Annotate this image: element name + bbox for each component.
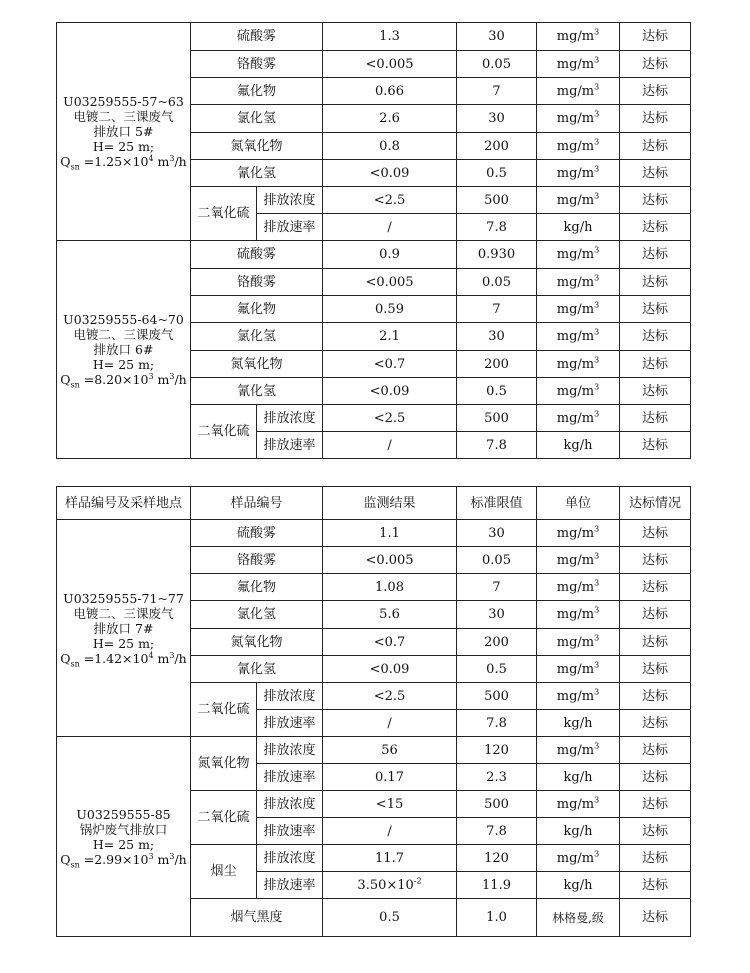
status-cell: 达标 [620, 710, 691, 737]
sub-item: 排放浓度 [257, 845, 323, 872]
result-value: 0.17 [323, 764, 457, 791]
pollutant-name: 烟气黑度 [191, 899, 323, 937]
unit-cell: $mg/m^3$ [537, 601, 620, 629]
result-value: 0.5 [323, 899, 457, 937]
source-name: 电镀二、三课废气 [73, 109, 174, 124]
sample-id: U03259555-64~70 [63, 312, 184, 327]
pollutant-name: 烟尘 [191, 845, 257, 899]
limit-value: 0.5 [457, 656, 537, 683]
status-cell: 达标 [620, 547, 691, 574]
result-value: <15 [323, 791, 457, 818]
header-limit: 标准限值 [457, 487, 537, 520]
sampling-location-cell [57, 241, 191, 459]
unit-cell: $mg/m^3$ [537, 51, 620, 78]
unit-cell: $mg/m^3$ [537, 791, 620, 818]
header-sample-no: 样品编号 [191, 487, 323, 520]
unit-cell: kg/h [537, 432, 620, 459]
status-cell: 达标 [620, 629, 691, 656]
result-value: / [323, 214, 457, 241]
monitoring-table-1 [56, 22, 691, 459]
result-value: 0.66 [323, 78, 457, 105]
pollutant-name: 氮氧化物 [191, 133, 323, 160]
pollutant-name: 硫酸雾 [191, 241, 323, 269]
unit-cell: $mg/m^3$ [537, 378, 620, 405]
unit-cell: $mg/m^3$ [537, 405, 620, 432]
unit-cell: kg/h [537, 214, 620, 241]
result-value: <2.5 [323, 187, 457, 214]
unit-cell: kg/h [537, 764, 620, 791]
pollutant-name: 铬酸雾 [191, 269, 323, 296]
pollutant-name: 硫酸雾 [191, 520, 323, 547]
status-cell: 达标 [620, 601, 691, 629]
status-cell: 达标 [620, 683, 691, 710]
result-value: <0.09 [323, 656, 457, 683]
flow-rate: $Q_{sn} =1.42\times 10^4$ $m^3/h$ [60, 650, 187, 668]
pollutant-name: 铬酸雾 [191, 51, 323, 78]
result-value: $3.50\times 10^{-2}$ [323, 872, 457, 899]
header-result: 监测结果 [323, 487, 457, 520]
status-cell: 达标 [620, 872, 691, 899]
limit-value: 120 [457, 845, 537, 872]
result-value: / [323, 432, 457, 459]
header-unit: 单位 [537, 487, 620, 520]
limit-value: 500 [457, 683, 537, 710]
limit-value: 500 [457, 791, 537, 818]
result-value: 1.1 [323, 520, 457, 547]
unit-cell: $mg/m^3$ [537, 241, 620, 269]
result-value: / [323, 710, 457, 737]
unit-cell: $mg/m^3$ [537, 23, 620, 51]
pollutant-name: 氟化物 [191, 78, 323, 105]
sampling-location-cell [57, 737, 191, 937]
limit-value: 0.05 [457, 547, 537, 574]
pollutant-name: 氰化氢 [191, 656, 323, 683]
unit-cell: kg/h [537, 872, 620, 899]
status-cell: 达标 [620, 899, 691, 937]
sample-id: U03259555-71~77 [63, 590, 184, 606]
sub-item: 排放浓度 [257, 737, 323, 764]
sub-item: 排放速率 [257, 764, 323, 791]
table-header-row [57, 487, 691, 520]
result-value: 0.59 [323, 296, 457, 323]
result-value: <0.09 [323, 160, 457, 187]
limit-value: 200 [457, 351, 537, 378]
unit-cell: $mg/m^3$ [537, 78, 620, 105]
pollutant-name: 氰化氢 [191, 378, 323, 405]
limit-value: 30 [457, 323, 537, 351]
status-cell: 达标 [620, 296, 691, 323]
stack-height: H= 25 m; [92, 635, 155, 651]
sample-id: U03259555-57~63 [63, 94, 184, 109]
pollutant-name: 二氧化硫 [191, 791, 257, 845]
pollutant-name: 氮氧化物 [191, 629, 323, 656]
limit-value: 7.8 [457, 710, 537, 737]
result-value: 56 [323, 737, 457, 764]
sub-item: 排放速率 [257, 818, 323, 845]
unit-cell: $mg/m^3$ [537, 160, 620, 187]
status-cell: 达标 [620, 23, 691, 51]
unit-cell: $mg/m^3$ [537, 520, 620, 547]
unit-cell: $mg/m^3$ [537, 187, 620, 214]
sub-item: 排放速率 [257, 432, 323, 459]
status-cell: 达标 [620, 133, 691, 160]
table-row [57, 241, 691, 269]
unit-cell: kg/h [537, 818, 620, 845]
pollutant-name: 氟化物 [191, 296, 323, 323]
limit-value: 0.5 [457, 378, 537, 405]
sub-item: 排放浓度 [257, 187, 323, 214]
pollutant-name: 二氧化硫 [191, 187, 257, 241]
sub-item: 排放浓度 [257, 405, 323, 432]
limit-value: 11.9 [457, 872, 537, 899]
limit-value: 0.930 [457, 241, 537, 269]
outlet-name: 排放口 7# [93, 620, 154, 636]
outlet-name: 排放口 6# [93, 342, 154, 357]
sampling-location-cell [57, 520, 191, 737]
limit-value: 30 [457, 601, 537, 629]
table-row [57, 520, 691, 547]
result-value: <0.005 [323, 547, 457, 574]
result-value: 0.9 [323, 241, 457, 269]
result-value: <0.005 [323, 51, 457, 78]
status-cell: 达标 [620, 764, 691, 791]
status-cell: 达标 [620, 214, 691, 241]
status-cell: 达标 [620, 818, 691, 845]
status-cell: 达标 [620, 269, 691, 296]
result-value: 1.08 [323, 574, 457, 601]
monitoring-table-2 [56, 486, 691, 937]
status-cell: 达标 [620, 351, 691, 378]
status-cell: 达标 [620, 574, 691, 601]
unit-cell: $mg/m^3$ [537, 683, 620, 710]
pollutant-name: 氟化物 [191, 574, 323, 601]
sampling-location-cell [57, 23, 191, 241]
unit-cell: $mg/m^3$ [537, 323, 620, 351]
status-cell: 达标 [620, 187, 691, 214]
unit-cell: $mg/m^3$ [537, 574, 620, 601]
status-cell: 达标 [620, 323, 691, 351]
stack-height: H= 25 m; [92, 836, 155, 852]
pollutant-name: 硫酸雾 [191, 23, 323, 51]
pollutant-name: 氰化氢 [191, 160, 323, 187]
unit-cell: $mg/m^3$ [537, 351, 620, 378]
flow-rate: $Q_{sn} =2.99\times 10^3$ $m^3/h$ [60, 851, 187, 869]
pollutant-name: 二氧化硫 [191, 405, 257, 459]
status-cell: 达标 [620, 378, 691, 405]
limit-value: 7 [457, 574, 537, 601]
pollutant-name: 氯化氢 [191, 601, 323, 629]
header-location: 样品编号及采样地点 [57, 487, 191, 520]
status-cell: 达标 [620, 432, 691, 459]
limit-value: 7.8 [457, 214, 537, 241]
status-cell: 达标 [620, 241, 691, 269]
result-value: 2.6 [323, 105, 457, 133]
limit-value: 500 [457, 187, 537, 214]
limit-value: 500 [457, 405, 537, 432]
status-cell: 达标 [620, 737, 691, 764]
pollutant-name: 氮氧化物 [191, 737, 257, 791]
unit-cell: $mg/m^3$ [537, 737, 620, 764]
unit-cell: $mg/m^3$ [537, 269, 620, 296]
limit-value: 0.05 [457, 51, 537, 78]
limit-value: 7 [457, 78, 537, 105]
sub-item: 排放速率 [257, 710, 323, 737]
status-cell: 达标 [620, 78, 691, 105]
limit-value: 30 [457, 520, 537, 547]
unit-cell: $mg/m^3$ [537, 133, 620, 160]
pollutant-name: 氯化氢 [191, 323, 323, 351]
unit-cell: $mg/m^3$ [537, 105, 620, 133]
limit-value: 200 [457, 629, 537, 656]
result-value: <0.09 [323, 378, 457, 405]
result-value: <0.005 [323, 269, 457, 296]
limit-value: 7.8 [457, 432, 537, 459]
sample-id: U03259555-85 [76, 806, 171, 822]
result-value: 0.8 [323, 133, 457, 160]
unit-cell: $mg/m^3$ [537, 845, 620, 872]
status-cell: 达标 [620, 791, 691, 818]
outlet-name: 排放口 5# [93, 124, 154, 139]
stack-height: H= 25 m; [92, 139, 155, 154]
source-name: 电镀二、三课废气 [73, 327, 174, 342]
limit-value: 7.8 [457, 818, 537, 845]
limit-value: 30 [457, 105, 537, 133]
unit-cell: $mg/m^3$ [537, 629, 620, 656]
result-value: 5.6 [323, 601, 457, 629]
status-cell: 达标 [620, 51, 691, 78]
sub-item: 排放浓度 [257, 683, 323, 710]
limit-value: 30 [457, 23, 537, 51]
pollutant-name: 铬酸雾 [191, 547, 323, 574]
sub-item: 排放速率 [257, 214, 323, 241]
pollutant-name: 二氧化硫 [191, 683, 257, 737]
sub-item: 排放浓度 [257, 791, 323, 818]
limit-value: 0.5 [457, 160, 537, 187]
result-value: <0.7 [323, 351, 457, 378]
stack-height: H= 25 m; [92, 357, 155, 372]
unit-cell: $mg/m^3$ [537, 296, 620, 323]
source-name: 锅炉废气排放口 [79, 821, 168, 837]
result-value: 11.7 [323, 845, 457, 872]
sub-item: 排放速率 [257, 872, 323, 899]
pollutant-name: 氯化氢 [191, 105, 323, 133]
limit-value: 200 [457, 133, 537, 160]
limit-value: 2.3 [457, 764, 537, 791]
pollutant-name: 氮氧化物 [191, 351, 323, 378]
status-cell: 达标 [620, 105, 691, 133]
table-row [57, 23, 691, 51]
flow-rate: $Q_{sn} =8.20\times 10^3$ $m^3/h$ [60, 371, 187, 390]
result-value: <0.7 [323, 629, 457, 656]
result-value: 1.3 [323, 23, 457, 51]
flow-rate: $Q_{sn} =1.25\times 10^4$ $m^3/h$ [60, 153, 187, 172]
source-name: 电镀二、三课废气 [73, 605, 174, 621]
limit-value: 0.05 [457, 269, 537, 296]
limit-value: 1.0 [457, 899, 537, 937]
status-cell: 达标 [620, 160, 691, 187]
result-value: 2.1 [323, 323, 457, 351]
result-value: <2.5 [323, 683, 457, 710]
table-row [57, 737, 691, 764]
unit-cell: $mg/m^3$ [537, 656, 620, 683]
unit-cell: $mg/m^3$ [537, 547, 620, 574]
status-cell: 达标 [620, 845, 691, 872]
header-status: 达标情况 [620, 487, 691, 520]
status-cell: 达标 [620, 520, 691, 547]
result-value: / [323, 818, 457, 845]
status-cell: 达标 [620, 405, 691, 432]
limit-value: 120 [457, 737, 537, 764]
limit-value: 7 [457, 296, 537, 323]
unit-cell: 林格曼,级 [537, 899, 620, 937]
status-cell: 达标 [620, 656, 691, 683]
result-value: <2.5 [323, 405, 457, 432]
unit-cell: kg/h [537, 710, 620, 737]
